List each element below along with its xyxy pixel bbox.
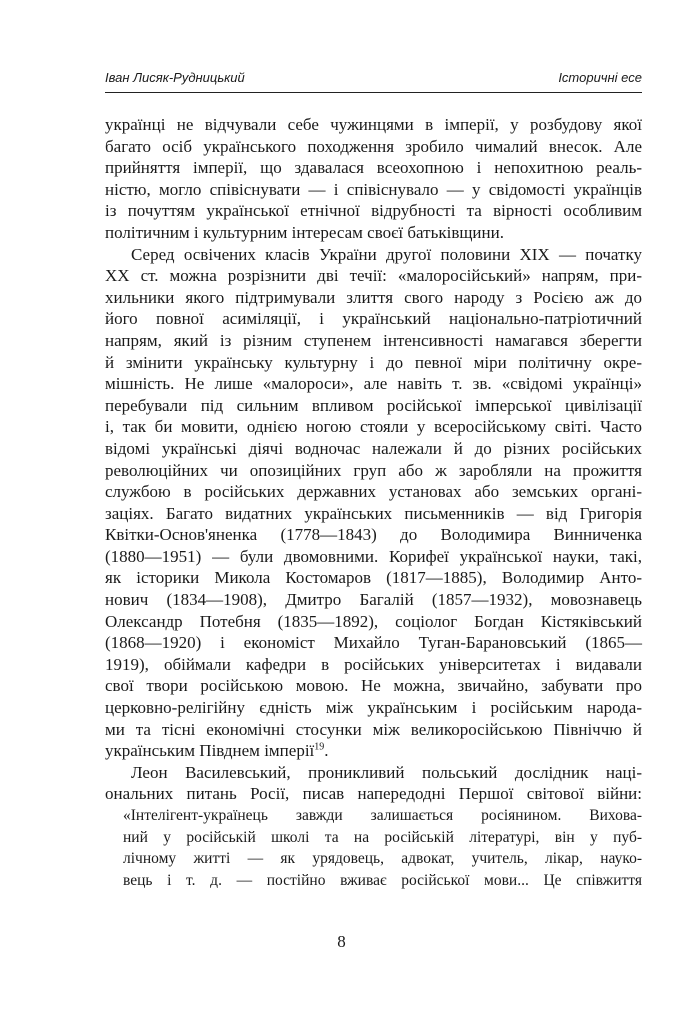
text-line: й змінити українську культурну і до певної міри політичну окре-	[105, 352, 642, 372]
text-line: ональних питань Росії, писав напередодні Першої світової війни:	[105, 784, 642, 804]
quote-line: «Інтелігент-українець завжди залишається росіянином. Вихова-	[123, 807, 642, 824]
header-author: Іван Лисяк-Рудницький	[105, 70, 245, 85]
text-line: 1919), обіймали кафедри в російських університетах і видавали	[105, 654, 642, 674]
text-line: Леон Василевський, проникливий польський дослідник наці-	[131, 762, 642, 782]
text-line: мішність. Не лише «малороси», але навіть т. зв. «свідомі українці»	[105, 374, 642, 394]
block-quote	[105, 805, 642, 891]
paragraph-2	[105, 244, 642, 762]
text-line: свої твори російською мовою. Не можна, звичайно, забувати про	[105, 676, 642, 696]
text-line: (1880—1951) — були двомовними. Корифеї української науки, такі,	[105, 546, 642, 566]
text-line: хильники якого підтримували злиття свого народу з Росією аж до	[105, 287, 642, 307]
quote-line: лічному житті — як урядовець, адвокат, учитель, лікар, науко-	[123, 850, 642, 868]
paragraph-3	[105, 762, 642, 805]
text-line: політичним і культурним інтересам своєї батьківщини.	[105, 222, 504, 242]
text-line: службою в російських державних установах або земських органі-	[105, 482, 642, 502]
text-line: напрям, який із різним ступенем інтенсивності намагався зберегти	[105, 330, 642, 350]
text-line: ми та тісні економічні стосунки між великоросійською Північчю й	[105, 719, 642, 739]
quote-line: вець і т. д. — постійно вживає російської мови... Це співжиття	[123, 871, 642, 889]
text-line: із почуттям української етнічної відрубності та вірності особливим	[105, 201, 642, 221]
text-line: заціях. Багато видатних українських письменників — від Григорія	[105, 503, 642, 523]
text-line: ністю, могло співіснувати — і співіснувало — у свідомості українців	[105, 179, 642, 199]
text-line: українським Півднем імперії$^{19}$.	[105, 741, 329, 761]
text-line: революційних чи опозиційних груп або ж заробляли на прожиття	[105, 460, 642, 480]
header-book-title: Історичні есе	[558, 70, 642, 85]
body-text	[105, 114, 642, 891]
text-line: його повної асиміляції, і український національно-патріотичний	[105, 309, 642, 329]
text-line: як історики Микола Костомаров (1817—1885), Володимир Анто-	[105, 568, 642, 588]
text-line: (1868—1920) і економіст Михайло Туган-Барановський (1865—	[105, 633, 642, 653]
paragraph-1	[105, 114, 642, 244]
text-line: Олександр Потебня (1835—1892), соціолог Богдан Кістяківський	[105, 611, 642, 631]
text-line: перебували під сильним впливом російської імперської цивілізації	[105, 395, 642, 415]
text-line: церковно-релігійну єдність між українським і російським народа-	[105, 698, 642, 718]
text-line: і, так би мовити, однією ногою стояли у всеросійському світі. Часто	[105, 417, 642, 437]
footnote-reference[interactable]: 19	[314, 741, 325, 753]
quote-line: ний у російській школі та на російській літературі, він у пуб-	[123, 828, 642, 846]
text-line-content: українським Півднем імперії	[105, 741, 315, 761]
page-number: 8	[337, 932, 346, 951]
text-line: українці не відчували себе чужинцями в імперії, у розбудову якої	[105, 115, 642, 134]
text-line: Квітки-Основ'яненка (1778—1843) до Володимира Винниченка	[105, 525, 642, 545]
text-line: багато осіб українського походження зробило чималий внесок. Але	[105, 136, 642, 156]
text-line: XX ст. можна розрізнити дві течії: «малоросійський» напрям, при-	[105, 266, 642, 286]
text-line: Серед освічених класів України другої половини XIX — початку	[131, 244, 642, 264]
text-line: відомі українські діячі водночас належали й до різних російських	[105, 438, 642, 458]
text-line: прийняття імперії, що здавалася всеохопною і непохитною реаль-	[105, 158, 642, 178]
running-header	[105, 62, 642, 93]
text-line: нович (1834—1908), Дмитро Багалій (1857—1932), мовознавець	[105, 590, 642, 610]
